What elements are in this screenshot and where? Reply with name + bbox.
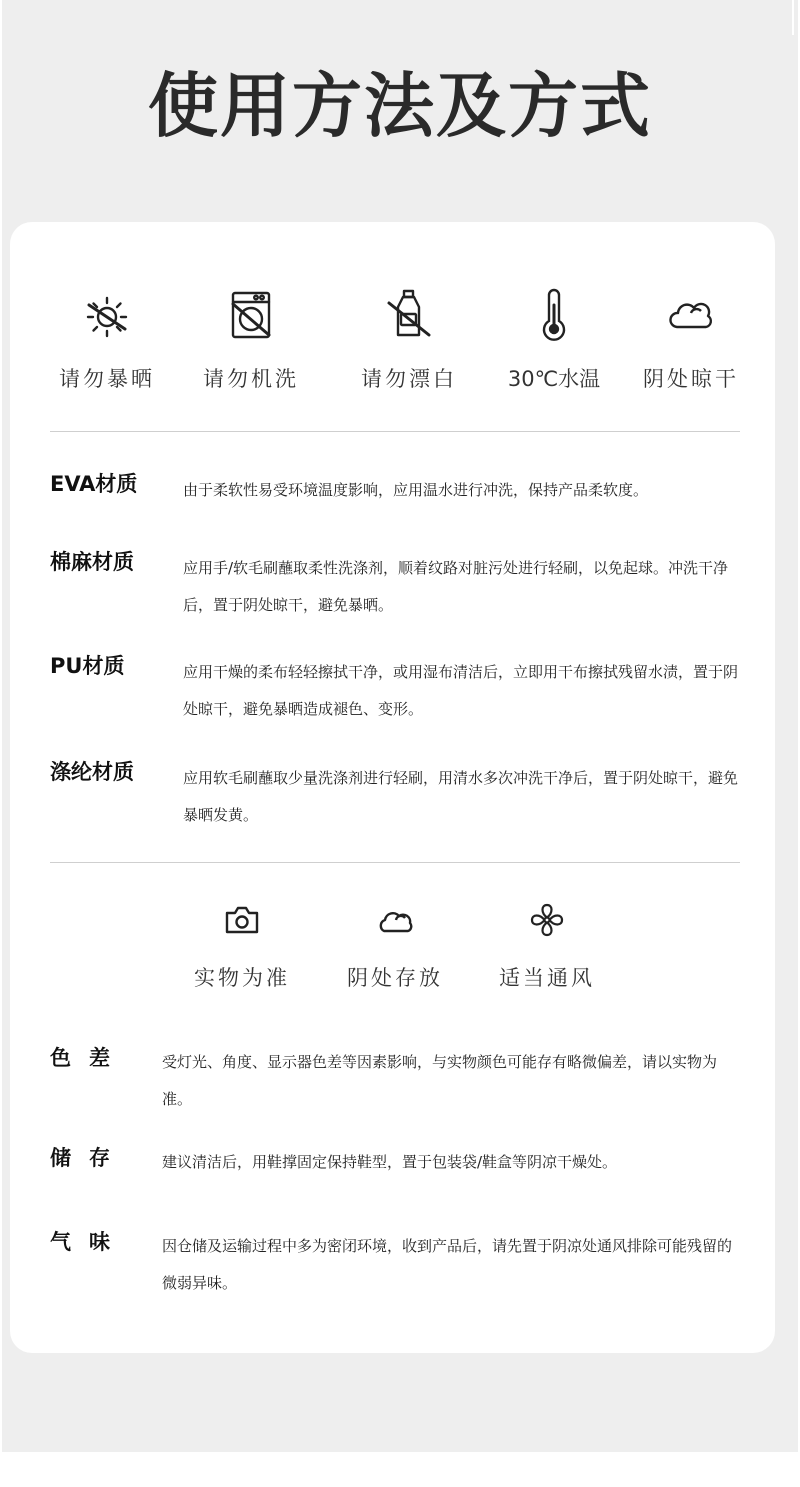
care-card xyxy=(10,222,775,1353)
note-text: 建议清洁后，用鞋撑固定保持鞋型，置于包装袋/鞋盒等阴凉干燥处。 xyxy=(162,1153,618,1171)
material-text: 应用软毛刷蘸取少量洗涤剂进行轻刷，用清水多次冲洗干净后，置于阴处晾干，避免暴晒发黄。 xyxy=(183,769,739,824)
divider xyxy=(50,431,740,432)
note-title: 气味 xyxy=(50,1230,128,1254)
care-label: 阴处晾干 xyxy=(643,367,739,391)
care-item-no-sun xyxy=(42,287,172,393)
no-machine-wash-icon xyxy=(223,287,279,343)
storage-label: 适当通风 xyxy=(499,966,595,990)
divider xyxy=(50,862,740,863)
note-title: 储存 xyxy=(50,1146,128,1170)
material-text: 应用干燥的柔布轻轻擦拭干净，或用湿布清洁后，立即用干布擦拭残留水渍，置于阴处晾干，避免暴晒造成褪色、变形。 xyxy=(183,663,739,718)
care-item-no-machine-wash xyxy=(186,287,316,393)
camera-icon xyxy=(222,900,262,940)
note-text: 受灯光、角度、显示器色差等因素影响，与实物颜色可能存有略微偏差，请以实物为准。 xyxy=(162,1053,718,1108)
material-title: 棉麻材质 xyxy=(50,550,134,574)
page-title: 使用方法及方式 xyxy=(148,65,652,147)
material-text: 由于柔软性易受环境温度影响，应用温水进行冲洗，保持产品柔软度。 xyxy=(183,481,649,499)
fan-icon xyxy=(527,900,567,940)
care-icons-row xyxy=(10,287,775,397)
care-label: 30℃水温 xyxy=(507,367,601,391)
no-sun-icon xyxy=(79,287,135,343)
material-text: 应用手/软毛刷蘸取柔性洗涤剂，顺着纹路对脏污处进行轻刷，以免起球。冲洗干净后，置于阴处晾干，避免暴晒。 xyxy=(183,559,729,614)
care-label: 请勿暴晒 xyxy=(59,367,155,391)
storage-label: 阴处存放 xyxy=(347,966,443,990)
care-item-shade-dry xyxy=(626,287,756,393)
edge-mark xyxy=(792,0,794,35)
page xyxy=(2,0,798,1452)
material-title: 涤纶材质 xyxy=(50,760,134,784)
storage-item-ventilation xyxy=(482,900,612,992)
material-title: EVA材质 xyxy=(50,472,138,496)
note-title: 色差 xyxy=(50,1046,128,1070)
thermometer-icon xyxy=(526,287,582,343)
note-text: 因仓储及运输过程中多为密闭环境，收到产品后，请先置于阴凉处通风排除可能残留的微弱异味。 xyxy=(162,1237,733,1292)
care-label: 请勿机洗 xyxy=(203,367,299,391)
storage-label: 实物为准 xyxy=(194,966,290,990)
storage-item-shade-storage xyxy=(330,900,460,992)
storage-item-actual-product xyxy=(177,900,307,992)
storage-icons-row xyxy=(10,900,775,1000)
material-title: PU材质 xyxy=(50,654,125,678)
care-item-water-temp xyxy=(489,287,619,393)
care-item-no-bleach xyxy=(344,287,474,393)
no-bleach-icon xyxy=(381,287,437,343)
care-label: 请勿漂白 xyxy=(361,367,457,391)
cloud-icon xyxy=(375,900,415,940)
cloud-icon xyxy=(663,287,719,343)
